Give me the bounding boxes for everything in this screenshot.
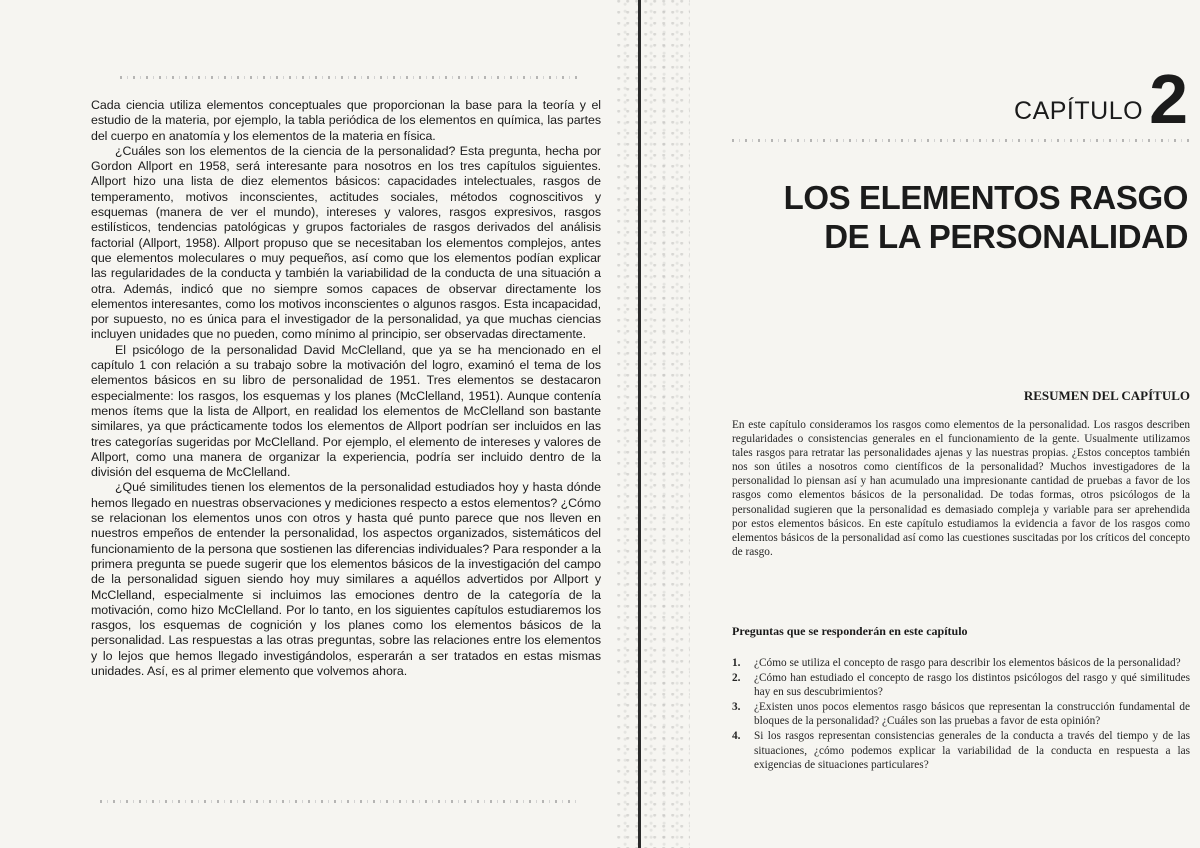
gutter-rule — [638, 0, 641, 848]
chapter-heading — [1014, 60, 1188, 138]
paragraph: ¿Cuáles son los elementos de la ciencia de la personalidad? Esta pregunta, hecha por Gordon Allport en 1958, será interesante para nosotros en los tres capítulos siguientes. Allport hizo una lista de diez elementos básicos: capacidades intelectuales, rasgos de temperamento, motivos inconscientes, actitudes sociales, métodos cognoscitivos y esquemas (manera de ver el mundo), intereses y valores, rasgos expresivos, rasgos estilísticos, tendencias patológicas y grupos factoriales de rasgos derivados del análisis factorial (Allport, 1958). Allport propuso que se necesitaban los elementos complejos, antes que elementos moleculares o muy pequeños, así como que los elementos podían explicar las regularidades de la conducta y también la variabilidad de la conducta de una situación a otra. Además, indicó que no siempre somos capaces de observar directamente los elementos interesantes, como los motivos inconscientes o algunos rasgos. Esta incapacidad, por supuesto, no es única para el investigador de la personalidad, ya que muchas ciencias incluyen unidades que no pueden, como mínimo al principio, ser observadas directamente. — [91, 143, 601, 342]
bottom-rule-left — [100, 800, 580, 803]
page-gutter — [616, 0, 690, 848]
question-number: 4. — [732, 730, 741, 743]
questions-heading: Preguntas que se responderán en este capítulo — [732, 624, 968, 638]
paragraph: ¿Qué similitudes tienen los elementos de la personalidad estudiados hoy y hasta dónde hemos llegado en nuestras observaciones y mediciones respecto a estos elementos? ¿Cómo se relacionan los elementos unos con otros y hasta qué punto parece que nos lleven en nuestros empeños de entender la personalidad, los aspectos organizados, sistemáticos del funcionamiento de la persona que sostienen las diferencias individuales? Para responder a la primera pregunta se puede sugerir que los elementos básicos de la investigación del campo de la personalidad siguen siendo hoy muy similares a aquéllos advertidos por Allport y McClelland, especialmente si incluimos las emociones dentro de la categoría de la motivación, como hizo McClelland. Por lo tanto, en los siguientes capítulos estudiaremos los rasgos, los esquemas de cognición y los planes como los elementos básicos de la personalidad. Las respuestas a las otras preguntas, sobre las relaciones entre los elementos y lo lejos que hemos llegado investigándolos, esperarán a ser tratados en estas mismas unidades. Así, es al primer elemento que volvemos ahora. — [91, 480, 601, 678]
list-item — [732, 700, 1190, 728]
left-body-text — [91, 98, 601, 679]
question-text: Si los rasgos representan consistencias generales de la conducta a través del tiempo y de las situaciones, ¿cómo podemos explicar la variabilidad de la conducta en respuesta a las exigencias de situaciones particulares? — [754, 730, 1190, 771]
chapter-word: CAPÍTULO — [1014, 97, 1144, 125]
question-number: 1. — [732, 657, 741, 669]
questions-list — [732, 656, 1190, 773]
list-item — [732, 729, 1190, 771]
paragraph: El psicólogo de la personalidad David McClelland, que ya se ha mencionado en el capítulo 1 con relación a su trabajo sobre la motivación del logro, examinó el tema de los elementos básicos en su libro de personalidad de 1951. Tres elementos se destacaron especialmente: los rasgos, los esquemas y los planes (McClelland, 1951). Aunque contenía menos ítems que la lista de Allport, en realidad los elementos de McClelland son bastante similares, ya que prácticamente todos los elementos de Allport podrían ser incluidos en las tres categorías sugeridas por McClelland. Por ejemplo, el elemento de intereses y valores de Allport, como una manera de organizar la experiencia, podría ser incluido dentro de la división del esquema de McClelland. — [91, 342, 601, 480]
question-number: 3. — [732, 701, 741, 714]
question-text: ¿Existen unos pocos elementos rasgo básicos que representan la construcción fundamental de bloques de la personalidad? ¿Cuáles son las pruebas a favor de esta opinión? — [754, 701, 1190, 728]
chapter-title-line: LOS ELEMENTOS RASGO — [783, 179, 1188, 216]
chapter-rule — [732, 139, 1192, 142]
chapter-number: 2 — [1149, 60, 1188, 138]
summary-heading: RESUMEN DEL CAPÍTULO — [1023, 388, 1190, 403]
right-page — [690, 0, 1200, 848]
top-rule-left — [120, 76, 580, 79]
chapter-title — [718, 178, 1188, 256]
list-item — [732, 671, 1190, 699]
list-item — [732, 656, 1190, 670]
chapter-title-line: DE LA PERSONALIDAD — [824, 218, 1188, 255]
question-text: ¿Cómo se utiliza el concepto de rasgo para describir los elementos básicos de la personalidad? — [754, 657, 1181, 669]
question-text: ¿Cómo han estudiado el concepto de rasgo los distintos psicólogos del rasgo y qué similitudes hay en sus descubrimientos? — [754, 672, 1190, 699]
summary-text: En este capítulo consideramos los rasgos como elementos de la personalidad. Los rasgos describen regularidades o consistencias generales en el funcionamiento de la gente. Usualmente utilizamos tales rasgos para retratar las personalidades ajenas y las nuestras propias. ¿Estos conceptos también nos son útiles a nosotros como científicos de la personalidad? Muchos investigadores de la personalidad lo piensan así y han acumulado una impresionante cantidad de pruebas a favor de los rasgos como elementos básicos de la personalidad. De todas formas, otros psicólogos de la personalidad sugieren que la personalidad es demasiado compleja y variable para ser aprehendida por estos elementos básicos. En este capítulo estudiamos la evidencia a favor de los rasgos como elementos básicos de la personalidad así como las cuestiones suscitadas por los críticos del concepto de rasgo. — [732, 419, 1190, 558]
question-number: 2. — [732, 672, 741, 685]
paragraph: Cada ciencia utiliza elementos conceptuales que proporcionan la base para la teoría y el estudio de la materia, por ejemplo, la tabla periódica de los elementos en química, las partes del cuerpo en anatomía y los elementos de la materia en física. — [91, 98, 601, 143]
